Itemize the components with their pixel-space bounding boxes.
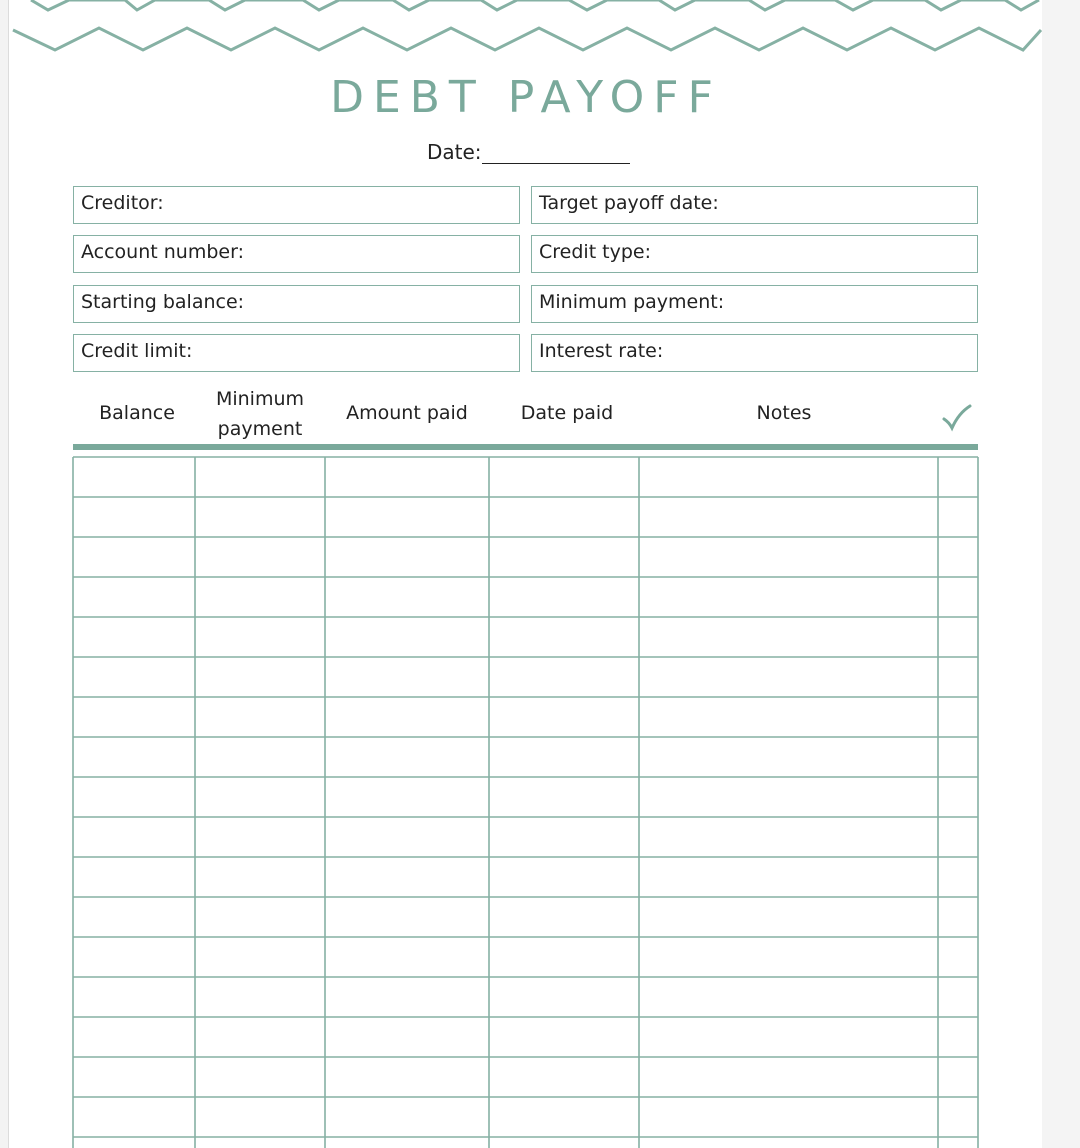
creditor-field[interactable]: Creditor: xyxy=(73,186,520,224)
header-balance: Balance xyxy=(99,402,175,424)
target-payoff-date-field[interactable]: Target payoff date: xyxy=(531,186,978,224)
credit-limit-field[interactable]: Credit limit: xyxy=(73,334,520,372)
payment-log-grid[interactable] xyxy=(9,0,1043,1148)
interest-rate-field[interactable]: Interest rate: xyxy=(531,334,978,372)
header-minimum-payment-line1: Minimum xyxy=(215,388,305,410)
starting-balance-field[interactable]: Starting balance: xyxy=(73,285,520,323)
page-title: DEBT PAYOFF xyxy=(330,72,722,123)
date-label: Date: xyxy=(427,140,482,164)
header-minimum-payment-line2: payment xyxy=(217,418,303,440)
viewer-gutter xyxy=(1042,0,1080,1148)
minimum-payment-field[interactable]: Minimum payment: xyxy=(531,285,978,323)
header-notes: Notes xyxy=(756,402,812,424)
credit-type-field[interactable]: Credit type: xyxy=(531,235,978,273)
header-date-paid: Date paid xyxy=(520,402,614,424)
worksheet-page xyxy=(8,0,1044,1148)
account-number-field[interactable]: Account number: xyxy=(73,235,520,273)
header-amount-paid: Amount paid xyxy=(346,402,468,424)
